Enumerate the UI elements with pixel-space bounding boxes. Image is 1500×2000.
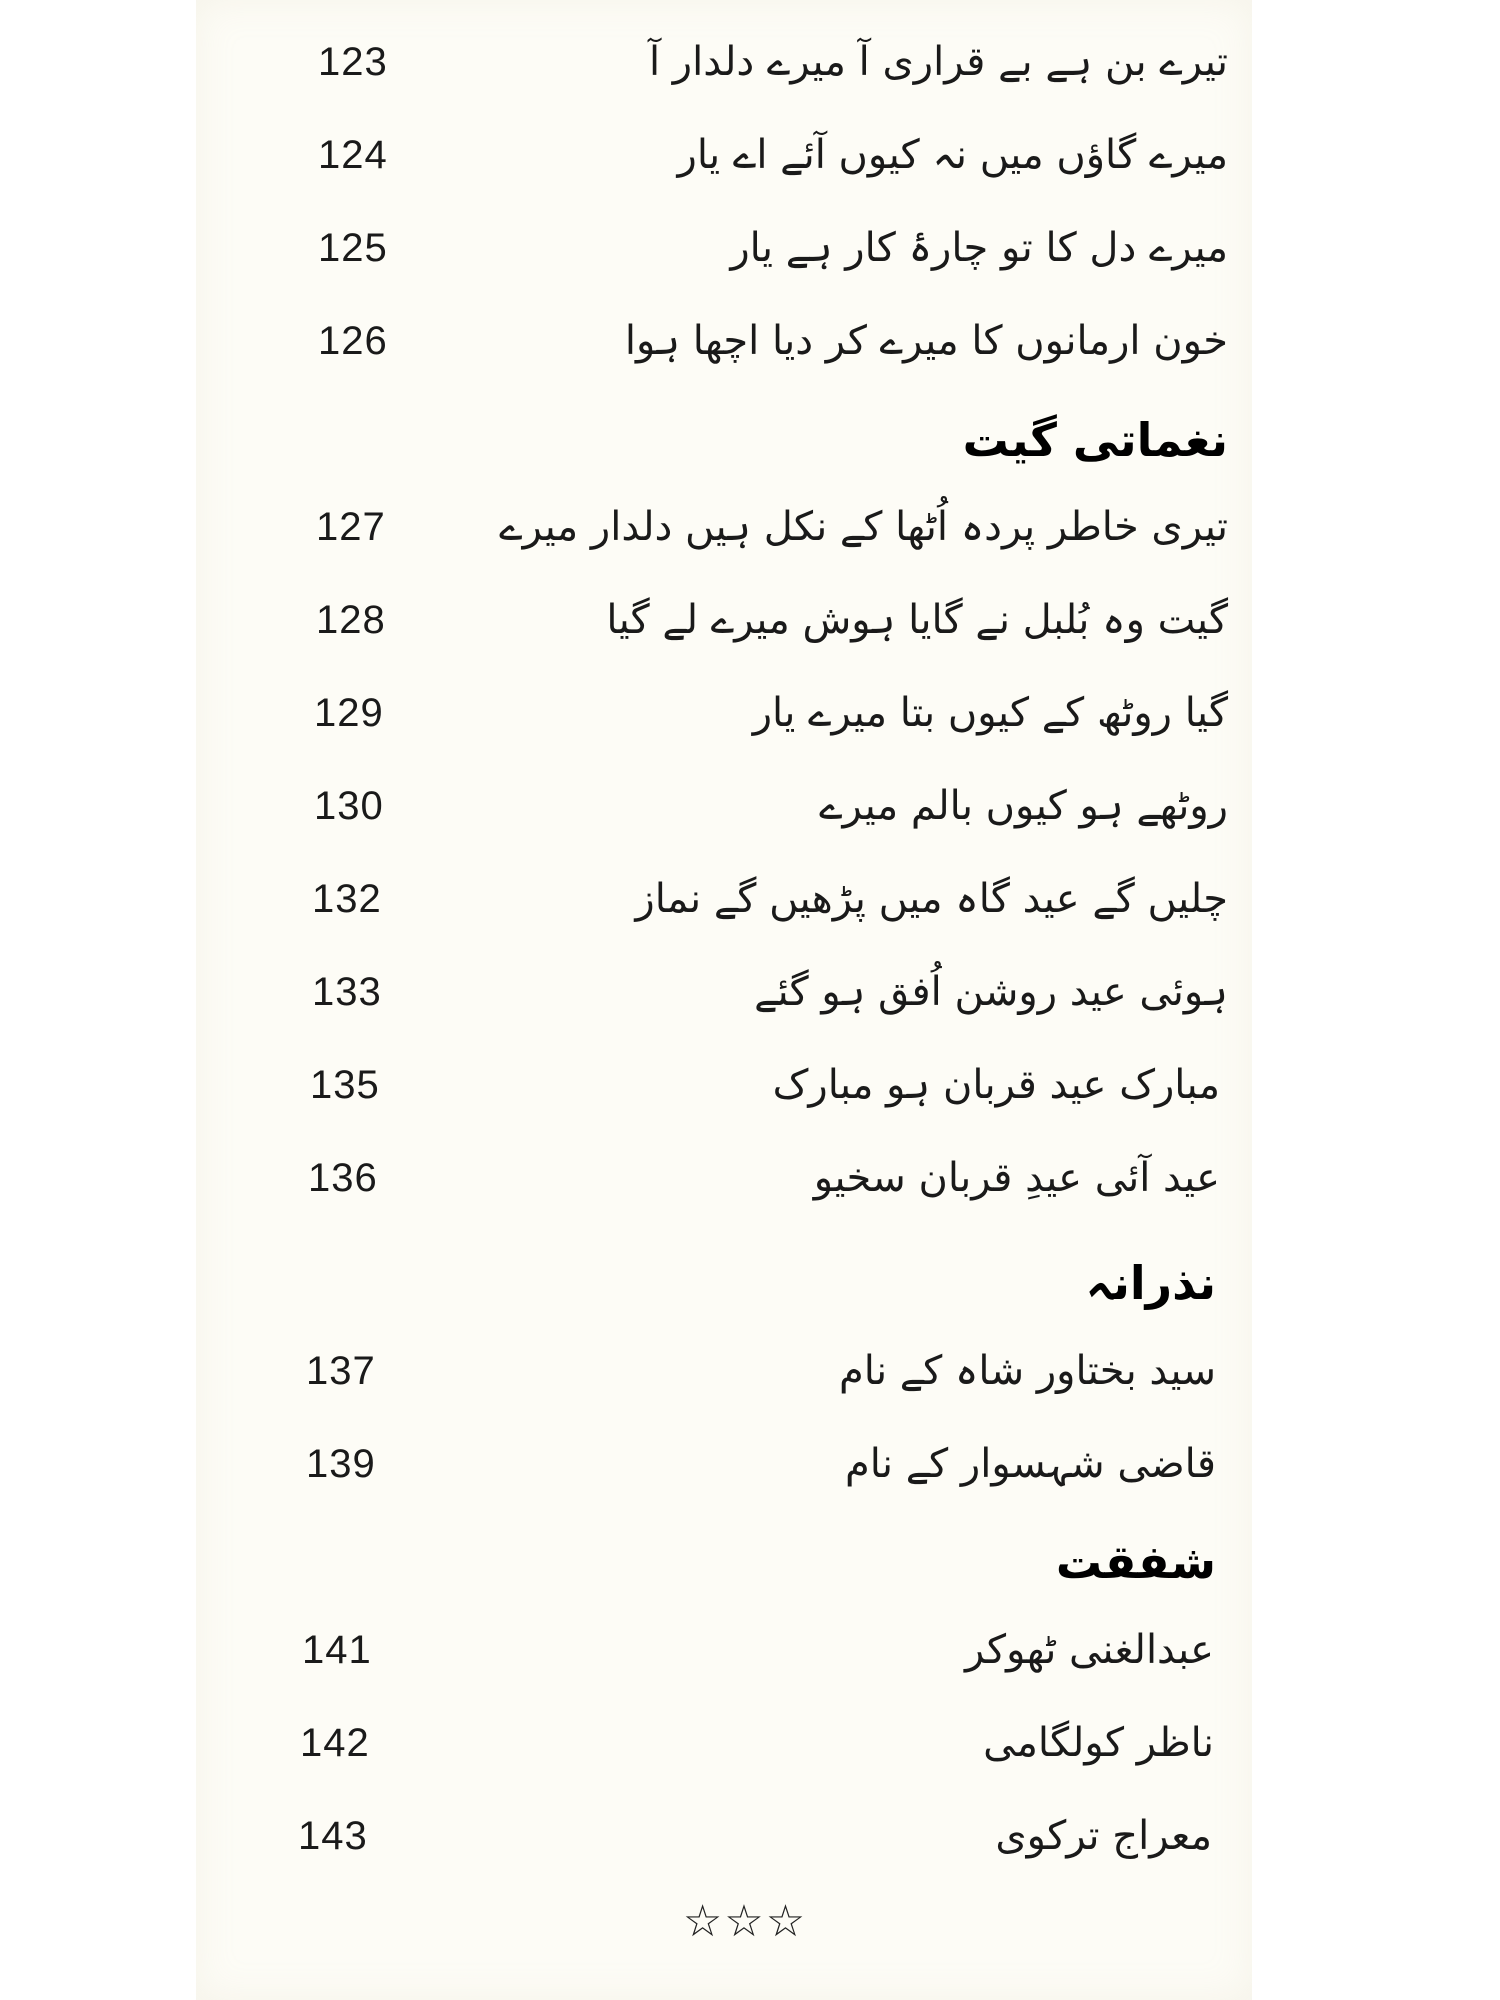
toc-entry <box>196 311 1252 371</box>
entry-page-number: 130 <box>314 784 384 828</box>
entry-title: خون ارمانوں کا میرے کر دیا اچھا ہوا <box>624 318 1228 364</box>
entry-page-number: 143 <box>298 1814 368 1858</box>
entry-page-number: 132 <box>312 877 382 921</box>
toc-entry <box>196 962 1252 1022</box>
entry-page-number: 127 <box>316 505 386 549</box>
toc-entry <box>196 776 1252 836</box>
entry-title: چلیں گے عید گاہ میں پڑھیں گے نماز <box>635 876 1228 922</box>
toc-entry <box>196 1806 1252 1866</box>
book-page <box>196 0 1252 2000</box>
toc-entry <box>196 683 1252 743</box>
section-heading-text: شفقت <box>1055 1535 1216 1589</box>
entry-title: گیا روٹھ کے کیوں بتا میرے یار <box>752 690 1228 736</box>
star-ornament-icon: ☆☆☆ <box>682 1896 808 1947</box>
section-heading <box>196 1527 1252 1597</box>
section-heading-text: نغماتی گیت <box>962 413 1228 467</box>
entry-page-number: 123 <box>318 40 388 84</box>
entry-page-number: 125 <box>318 226 388 270</box>
entry-page-number: 137 <box>306 1349 376 1393</box>
entry-page-number: 141 <box>302 1628 372 1672</box>
entry-title: ناظر کولگامی <box>983 1720 1214 1766</box>
entry-page-number: 136 <box>308 1156 378 1200</box>
toc-entry <box>196 218 1252 278</box>
entry-title: میرے گاؤں میں نہ کیوں آئے اے یار <box>677 132 1228 178</box>
entry-title: تیرے بن ہے بے قراری آ میرے دلدار آ <box>648 39 1228 85</box>
toc-entry <box>196 32 1252 92</box>
entry-title: ہوئی عید روشن اُفق ہو گئے <box>754 969 1228 1015</box>
entry-page-number: 135 <box>310 1063 380 1107</box>
entry-title: قاضی شہسوار کے نام <box>844 1441 1216 1487</box>
entry-page-number: 126 <box>318 319 388 363</box>
entry-title: روٹھے ہو کیوں بالم میرے <box>819 783 1228 829</box>
toc-entry <box>196 1620 1252 1680</box>
entry-title: عید آئی عیدِ قربان سخیو <box>813 1155 1220 1201</box>
toc-entry <box>196 1055 1252 1115</box>
entry-title: سید بختاور شاہ کے نام <box>839 1348 1216 1394</box>
entry-title: میرے دل کا تو چارۂ کار ہے یار <box>730 225 1228 271</box>
entry-page-number: 139 <box>306 1442 376 1486</box>
entry-page-number: 142 <box>300 1721 370 1765</box>
toc-entry <box>196 497 1252 557</box>
section-heading <box>196 1248 1252 1318</box>
entry-title: مبارک عید قربان ہو مبارک <box>772 1062 1220 1108</box>
toc-entry <box>196 125 1252 185</box>
toc-entry <box>196 1434 1252 1494</box>
entry-page-number: 124 <box>318 133 388 177</box>
entry-page-number: 133 <box>312 970 382 1014</box>
toc-entry <box>196 869 1252 929</box>
entry-title: گیت وہ بُلبل نے گایا ہوش میرے لے گیا <box>606 597 1228 643</box>
entry-title: تیری خاطر پردہ اُٹھا کے نکل ہیں دلدار میرے <box>499 504 1228 550</box>
entry-page-number: 129 <box>314 691 384 735</box>
section-heading-text: نذرانہ <box>1085 1256 1216 1310</box>
entry-page-number: 128 <box>316 598 386 642</box>
toc-entry <box>196 1713 1252 1773</box>
toc-entry <box>196 1148 1252 1208</box>
toc-entry <box>196 590 1252 650</box>
toc-entry <box>196 1341 1252 1401</box>
entry-title: معراج ترکوی <box>995 1813 1212 1859</box>
entry-title: عبدالغنی ٹھوکر <box>964 1627 1214 1673</box>
section-heading <box>196 405 1252 475</box>
